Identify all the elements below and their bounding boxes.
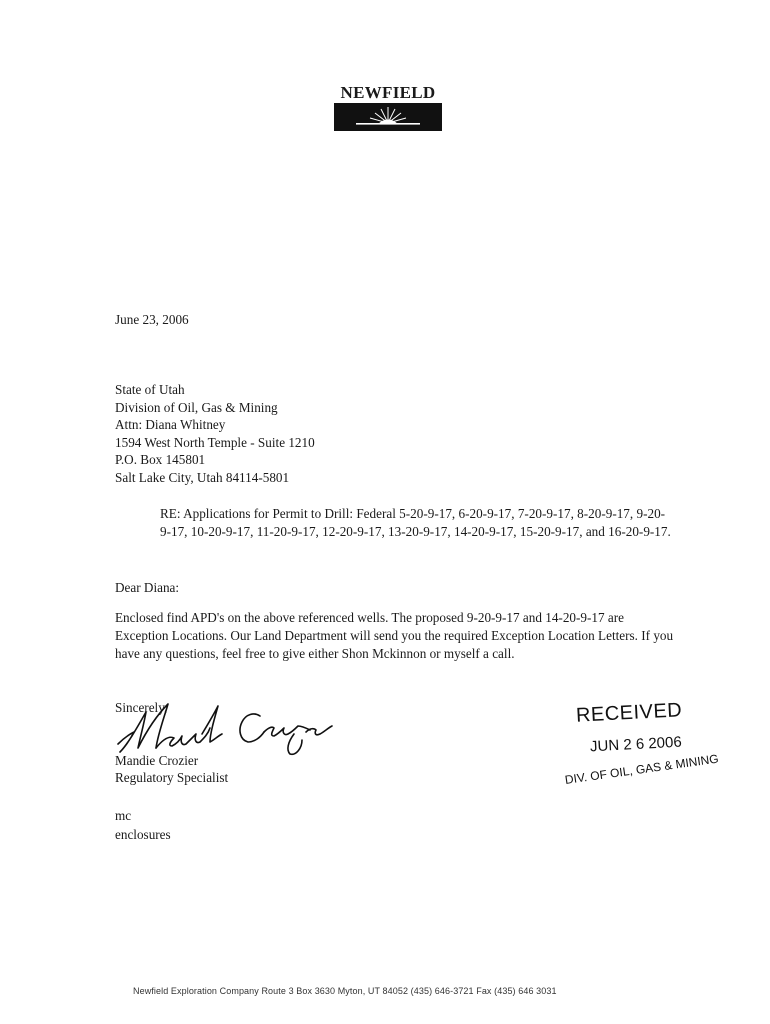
address-line: P.O. Box 145801 [115,452,206,467]
enclosures-note: enclosures [115,827,171,842]
letter-body: Enclosed find APD's on the above referenced wells. The proposed 9-20-9-17 and 14-20-9-17 are Exception Locations. Our Land Department will send you the required Exception Location Letters. If you have any questions, feel free to give either Shon Mckinnon or myself a call. [115,610,674,661]
received-stamp-division: DIV. OF OIL, GAS & MINING [564,751,720,787]
typist-initials: mc [115,808,132,823]
signer-title: Regulatory Specialist [115,770,229,785]
letterhead-footer: Newfield Exploration Company Route 3 Box 3630 Myton, UT 84052 (435) 646-3721 Fax (435) 646 3031 [133,986,557,996]
newfield-logo [334,84,442,131]
recipient-address [115,381,315,486]
address-line: Salt Lake City, Utah 84114-5801 [115,469,290,485]
salutation: Dear Diana: [115,580,180,595]
address-line: Division of Oil, Gas & Mining [115,399,278,415]
closing: Sincerely, [115,700,168,715]
re-subject-line: RE: Applications for Permit to Drill: Federal 5-20-9-17, 6-20-9-17, 7-20-9-17, 8-20-9-17, 9-20-9-17, 10-20-9-17, 11-20-9-17, 12-20-9-17, 13-20-9-17, 14-20-9-17, 15-20-9-17, and 16-20-9-17. [160,506,671,539]
address-line: Attn: Diana Whitney [115,417,226,432]
address-line: 1594 West North Temple - Suite 1210 [115,434,315,450]
company-name: NEWFIELD [340,83,436,102]
received-stamp-date: JUN 2 6 2006 [589,733,683,756]
sunburst-logo-icon [334,103,442,131]
address-line: State of Utah [115,382,185,397]
letter-date: June 23, 2006 [115,312,189,327]
signer-name: Mandie Crozier [115,753,199,768]
received-stamp: RECEIVED [575,699,683,727]
